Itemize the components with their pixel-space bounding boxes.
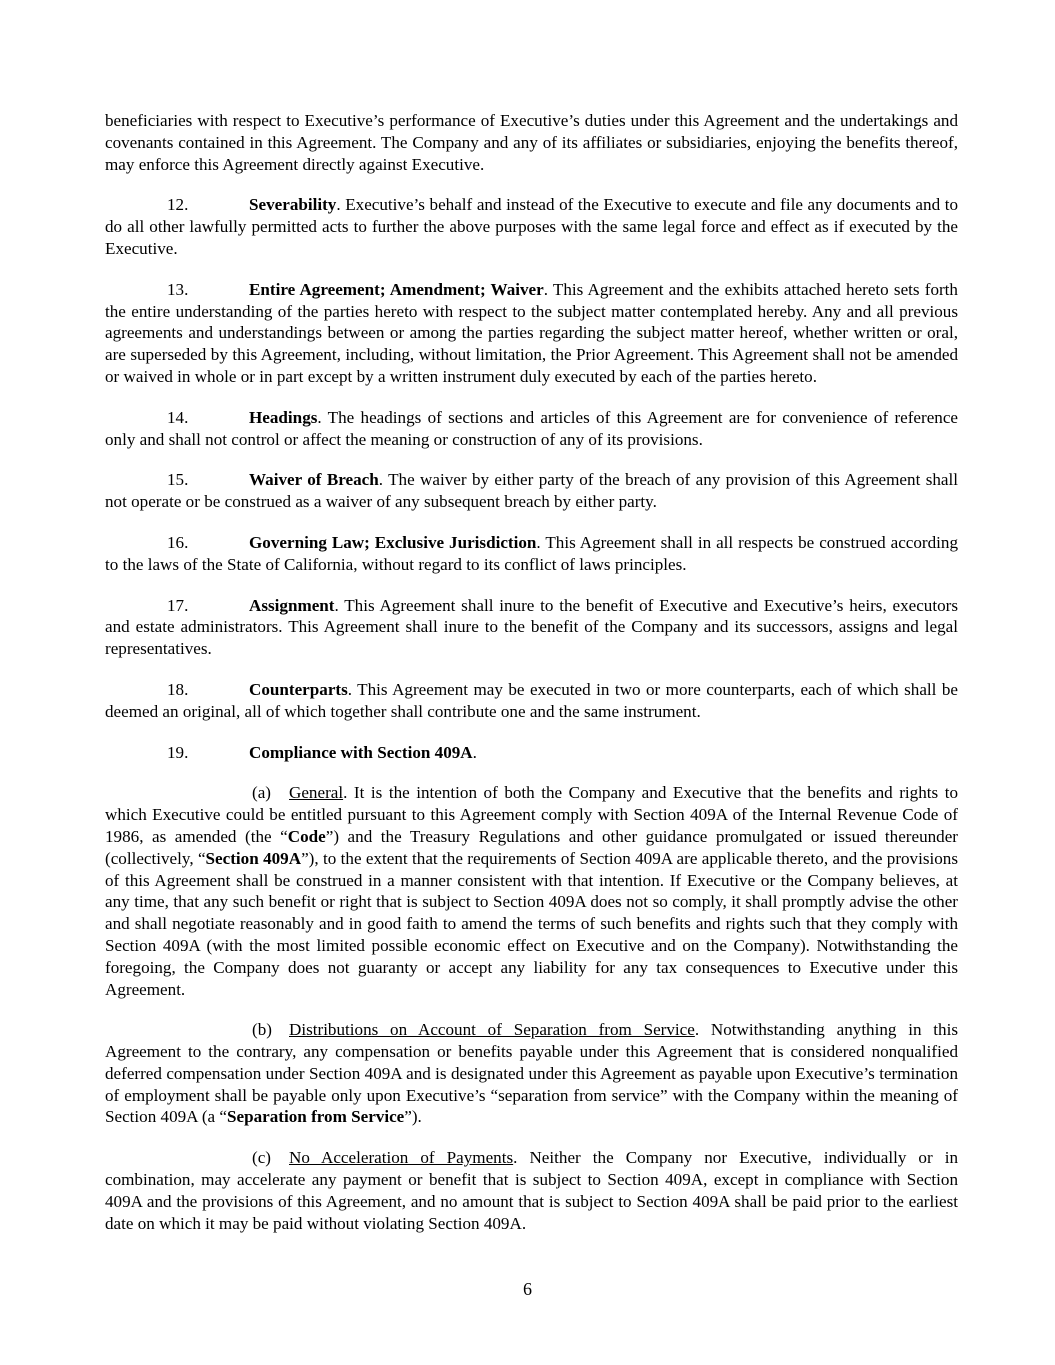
indent [105,1020,249,1039]
section-text: . Executive’s behalf and instead of the Executive to execute and file any documents and to do all other lawfully permitted acts to further the above purposes with the same legal force and effect as if executed by the Executive. [105,195,958,258]
section-number: 14. [167,407,189,427]
section-text: . This Agreement shall in all respects be construed according to the laws of the State of California, without regard to its conflict of laws principles. [105,532,959,574]
section-number: 16. [167,532,189,552]
section-heading: Compliance with Section 409A [249,742,473,762]
section-number: 18. [167,679,189,699]
section-number: 19. [167,742,189,762]
section-text: . This Agreement may be executed in two or more counterparts, each of which shall be deemed an original, all of which together shall contribute one and the same instrument. [105,679,958,721]
section-12 [105,194,958,259]
section-text: . The waiver by either party of the breach of any provision of this Agreement shall not operate or be construed as a waiver of any subsequent breach by either party. [105,470,958,512]
section-13 [105,279,958,388]
subsection-text: ”), to the extent that the requirements of Section 409A are applicable thereto, and the provisions of this Agreement shall be construed in a manner consistent with that intention. If Executive or the Company believes, at any time, that any such benefit or right that is subject to Section 409A does not so comply, it shall promptly advise the other and shall negotiate reasonably and in good faith to amend the terms of such benefits and rights such that they comply with Section 409A (with the most limited possible economic effect on Executive and on the Company). Notwithstanding the foregoing, the Company does not guaranty or accept any liability for any tax consequences to Executive under this Agreement. [105,848,959,999]
section-number: 13. [167,279,189,299]
subsection-text: ”) and the Treasury Regulations and other guidance promulgated or issued thereunder (collectively, “ [105,826,958,868]
subsection-label: (a) [252,783,271,803]
indent [105,1148,249,1167]
document-body [105,110,958,1253]
indent [105,783,249,802]
subsection-c [105,1147,958,1234]
section-18 [105,679,958,723]
subsection-label: (b) [252,1020,272,1040]
section-heading: Assignment [249,595,335,615]
page-number: 6 [523,1279,532,1299]
section-19 [105,742,958,764]
section-16 [105,532,958,576]
section-text: . This Agreement shall inure to the benefit of Executive and Executive’s heirs, executors and estate administrators. This Agreement shall inure to the benefit of the Company and its successors, assigns and legal representatives. [105,595,958,659]
subsection-b [105,1019,958,1128]
section-number: 15. [167,470,189,490]
defined-term: Code [287,826,326,846]
subsection-text: . Neither the Company nor Executive, individually or in combination, may accelerate any payment or benefit that is subject to Section 409A, except in compliance with Section 409A and the provisions of this Agreement, and no amount that is subject to Section 409A shall be paid prior to the earliest date on which it may be paid without violating Section 409A. [105,1148,959,1233]
subsection-title: No Acceleration of Payments [289,1148,514,1168]
intro-paragraph: beneficiaries with respect to Executive’s performance of Executive’s duties under this Agreement and the undertakings and covenants contained in this Agreement. The Company and any of its affiliates or subsidiaries, enjoying the benefits thereof, may enforce this Agreement directly against Executive. [105,111,958,174]
section-text: . The headings of sections and articles of this Agreement are for convenience of reference only and shall not control or affect the meaning or construction of any of its provisions. [105,407,958,449]
subsection-text: ”). [404,1107,422,1127]
section-heading: Severability [249,195,337,215]
subsection-a [105,782,958,1000]
section-heading: Counterparts [249,679,348,699]
section-17 [105,595,958,660]
section-15 [105,469,958,513]
section-heading: Waiver of Breach [249,470,379,490]
section-text: . This Agreement and the exhibits attached hereto sets forth the entire understanding of the parties hereto with respect to the subject matter contemplated hereby. Any and all previous agreements and understandings between or among the parties regarding the subject matter hereof, whether written or oral, are superseded by this Agreement, including, without limitation, the Prior Agreement. This Agreement shall not be amended or waived in whole or in part except by a written instrument duly executed by each of the parties hereto. [105,279,958,386]
section-number: 17. [167,595,189,615]
section-text: . [472,742,477,762]
section-heading: Headings [249,407,318,427]
section-number: 12. [167,195,189,215]
subsection-title: General [289,783,344,803]
section-heading: Governing Law; Exclusive Jurisdiction [249,532,537,552]
subsection-text: . It is the intention of both the Company and Executive that the benefits and rights to which Executive could be entitled pursuant to this Agreement comply with Section 409A of the Internal Revenue Code of 1986, as amended (the “ [105,783,958,846]
section-14 [105,407,958,451]
subsection-title: Distributions on Account of Separation from Service [289,1020,695,1040]
subsection-text: . Notwithstanding anything in this Agreement to the contrary, any compensation or benefits payable under this Agreement that is considered nonqualified deferred compensation under Section 409A and is designated under this Agreement as payable upon Executive’s termination of employment shall be payable only upon Executive’s “separation from service” with the Company within the meaning of Section 409A (a “ [105,1020,959,1127]
subsection-label: (c) [252,1148,271,1168]
section-heading: Entire Agreement; Amendment; Waiver [249,279,544,299]
defined-term: Section 409A [205,848,302,868]
defined-term: Separation from Service [227,1107,405,1127]
